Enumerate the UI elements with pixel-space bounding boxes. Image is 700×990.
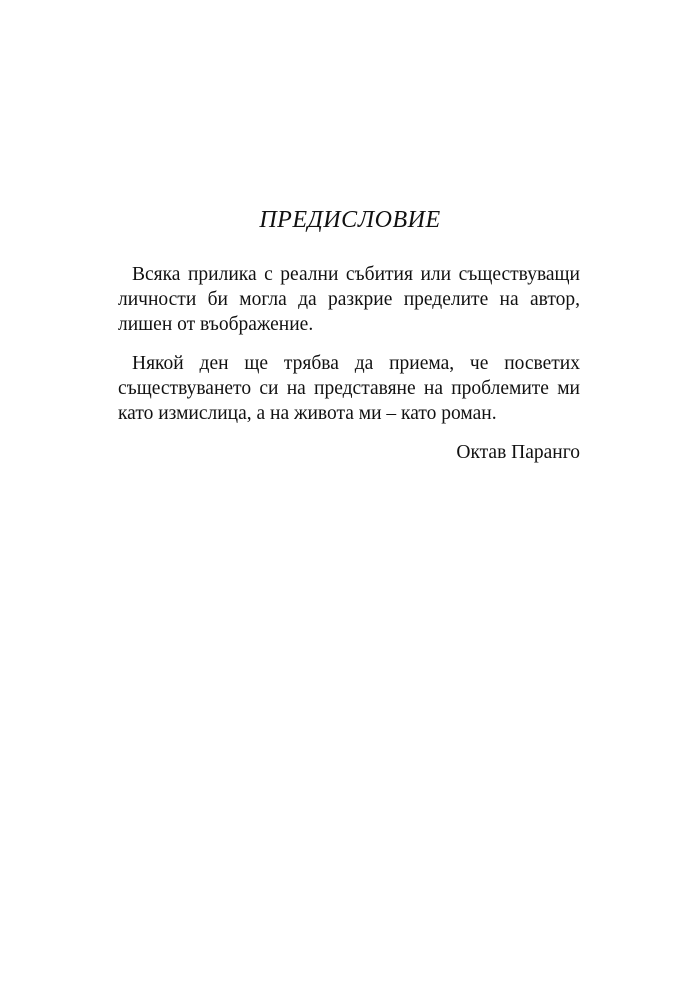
author-signature: Октав Паранго	[456, 442, 580, 463]
page-title: ПРЕДИСЛОВИЕ	[259, 207, 441, 233]
paragraph-2: Някой ден ще трябва да приема, че посветих съществуването си на представяне на проблемите ми като измислица, а на живота ми – като роман.	[118, 353, 580, 424]
paragraph-1: Всяка прилика с реални събития или съществуващи личности би могла да разкрие пределите на автор, лишен от въображение.	[118, 264, 580, 335]
preface-body	[118, 262, 580, 465]
